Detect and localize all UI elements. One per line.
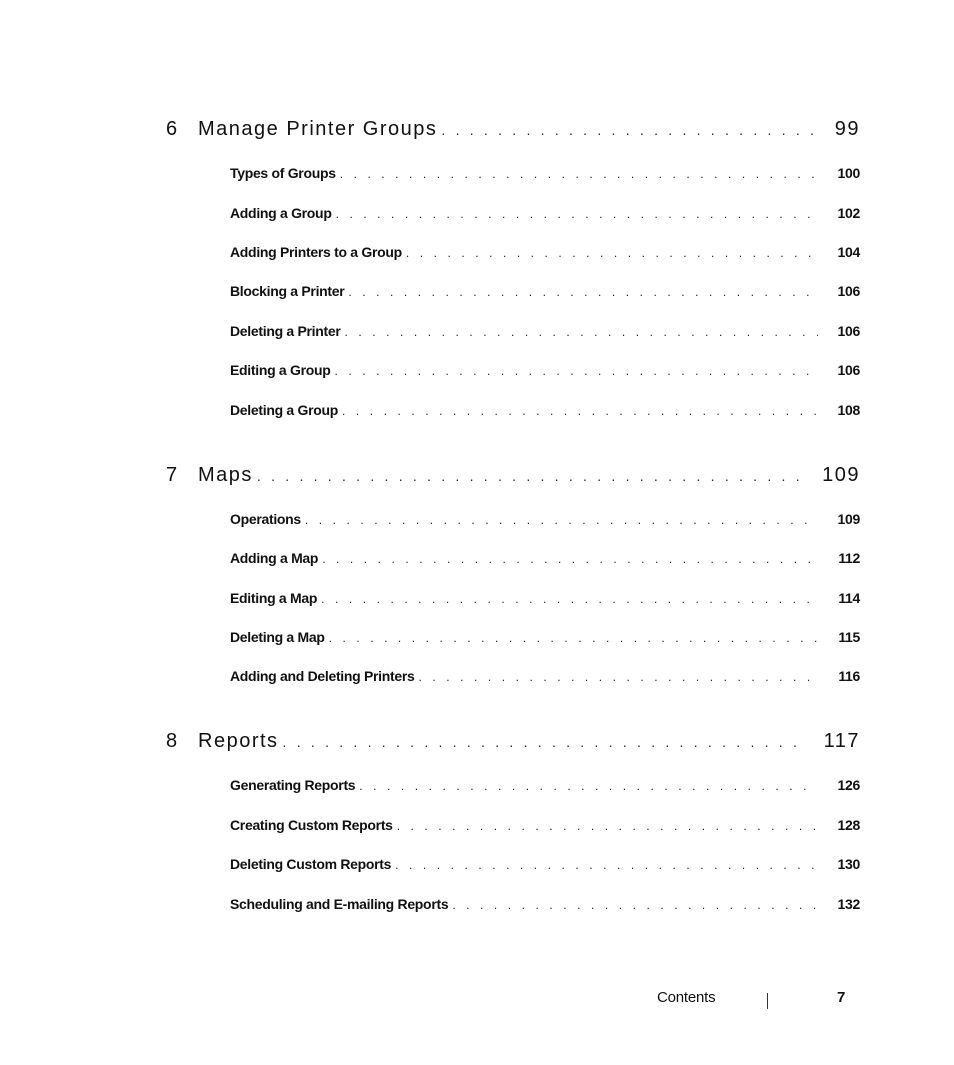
toc-entry[interactable] <box>230 629 860 651</box>
toc-entry[interactable] <box>230 668 860 690</box>
toc-entry[interactable] <box>230 511 860 533</box>
entry-title: Deleting a Group <box>230 402 338 418</box>
entry-page: 100 <box>837 165 860 181</box>
entry-title: Adding and Deleting Printers <box>230 668 415 684</box>
dot-leader <box>283 734 806 750</box>
toc-entry[interactable] <box>230 777 860 799</box>
chapter-number: 7 <box>166 464 179 486</box>
entry-title: Adding Printers to a Group <box>230 244 402 260</box>
entry-title: Deleting a Map <box>230 629 325 645</box>
dot-leader <box>329 631 818 645</box>
entry-page: 112 <box>838 550 860 566</box>
entry-page: 114 <box>838 590 860 606</box>
toc-entry[interactable] <box>230 323 860 345</box>
dot-leader <box>322 552 818 566</box>
toc-entry[interactable] <box>230 283 860 305</box>
entry-title: Deleting Custom Reports <box>230 856 392 872</box>
dot-leader <box>342 404 818 418</box>
toc-entry[interactable] <box>230 402 860 424</box>
entry-title: Adding a Map <box>230 550 319 566</box>
chapter-title: Maps <box>198 464 253 486</box>
entry-title: Blocking a Printer <box>230 283 345 299</box>
entry-page: 102 <box>837 205 860 221</box>
toc-entry[interactable] <box>230 244 860 266</box>
dot-leader <box>452 898 818 912</box>
entry-page: 109 <box>837 511 860 527</box>
entry-page: 132 <box>837 896 860 912</box>
toc-entry[interactable] <box>230 590 860 612</box>
toc-entry[interactable] <box>230 362 860 384</box>
chapter-number: 6 <box>166 118 179 140</box>
entry-page: 106 <box>837 362 860 378</box>
toc-entry[interactable] <box>230 165 860 187</box>
chapter-title: Reports <box>198 730 279 752</box>
dot-leader <box>345 325 818 339</box>
page-footer <box>0 989 954 1013</box>
dot-leader <box>335 364 819 378</box>
entry-page: 115 <box>838 629 860 645</box>
entry-page: 106 <box>837 323 860 339</box>
entry-title: Types of Groups <box>230 165 336 181</box>
dot-leader <box>406 246 818 260</box>
toc-entry[interactable] <box>230 817 860 839</box>
dot-leader <box>359 779 818 793</box>
entry-page: 104 <box>837 244 860 260</box>
dot-leader <box>348 285 818 299</box>
footer-divider <box>767 993 768 1009</box>
chapter-number: 8 <box>166 730 179 752</box>
entry-page: 128 <box>837 817 860 833</box>
entry-page: 106 <box>837 283 860 299</box>
dot-leader <box>321 592 818 606</box>
dot-leader <box>441 122 816 138</box>
footer-section-label: Contents <box>657 989 716 1006</box>
entry-title: Editing a Map <box>230 590 318 606</box>
toc-entry[interactable] <box>230 896 860 918</box>
toc-entry[interactable] <box>230 205 860 227</box>
entry-title: Generating Reports <box>230 777 356 793</box>
chapter-page: 99 <box>834 118 860 140</box>
dot-leader <box>257 468 804 484</box>
entry-page: 126 <box>837 777 860 793</box>
entry-page: 108 <box>837 402 860 418</box>
toc-entry[interactable] <box>230 550 860 572</box>
entry-title: Creating Custom Reports <box>230 817 393 833</box>
entry-title: Editing a Group <box>230 362 331 378</box>
chapter-title: Manage Printer Groups <box>198 118 438 140</box>
entry-page: 130 <box>837 856 860 872</box>
dot-leader <box>305 513 818 527</box>
toc-entry[interactable] <box>230 856 860 878</box>
chapter-page: 109 <box>822 464 860 486</box>
dot-leader <box>395 858 818 872</box>
toc-chapter-6[interactable] <box>166 118 860 148</box>
entry-title: Deleting a Printer <box>230 323 341 339</box>
toc-chapter-7[interactable] <box>166 464 860 494</box>
entry-page: 116 <box>838 668 860 684</box>
dot-leader <box>336 207 818 221</box>
entry-title: Operations <box>230 511 301 527</box>
dot-leader <box>419 670 818 684</box>
entry-title: Adding a Group <box>230 205 332 221</box>
dot-leader <box>340 167 818 181</box>
dot-leader <box>397 819 818 833</box>
chapter-page: 117 <box>823 730 860 752</box>
entry-title: Scheduling and E-mailing Reports <box>230 896 449 912</box>
footer-page-number: 7 <box>837 989 846 1006</box>
toc-chapter-8[interactable] <box>166 730 860 760</box>
